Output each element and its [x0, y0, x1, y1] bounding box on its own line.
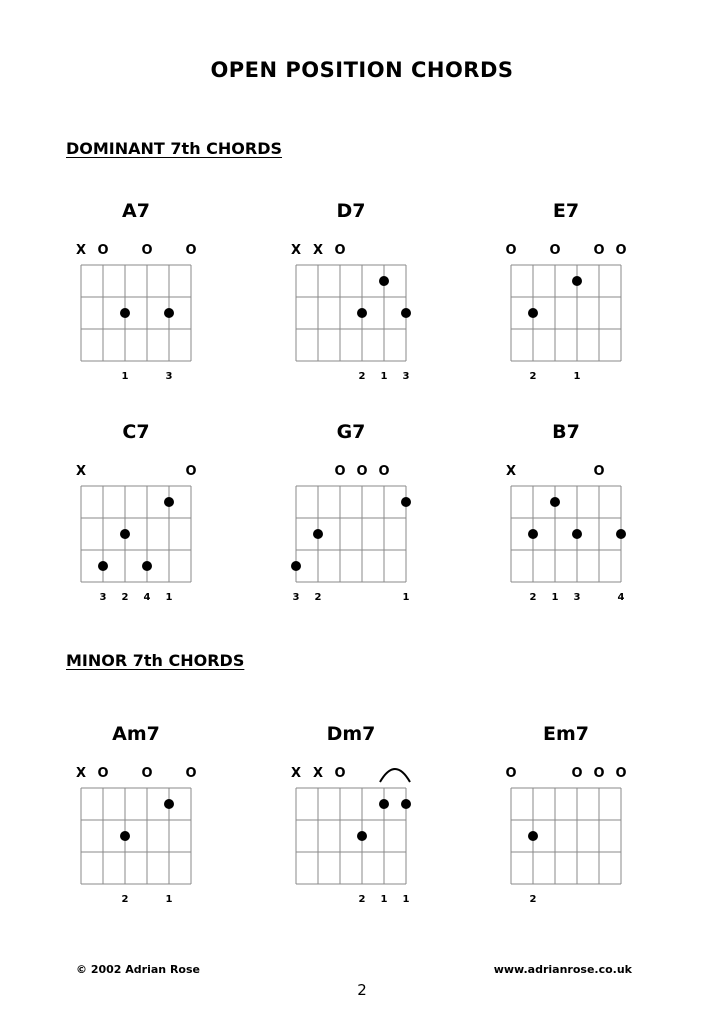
finger-number: 2: [358, 894, 366, 905]
finger-dot: [164, 497, 174, 507]
chord-name: D7: [336, 200, 366, 222]
finger-number: 2: [358, 371, 366, 382]
open-string-marker: O: [571, 766, 583, 781]
chord-svg: [60, 195, 220, 395]
chord-diagram-e7: [490, 195, 650, 395]
finger-number: 1: [402, 894, 410, 905]
fretboard-grid: [511, 265, 621, 361]
open-string-marker: O: [334, 766, 346, 781]
finger-dot: [379, 799, 389, 809]
finger-number: 4: [143, 592, 151, 603]
fretboard-grid: [296, 486, 406, 582]
finger-dot: [357, 308, 367, 318]
open-string-marker: O: [97, 243, 109, 258]
chord-name: C7: [122, 421, 150, 443]
finger-dot: [401, 497, 411, 507]
finger-dot: [550, 497, 560, 507]
open-string-marker: O: [593, 766, 605, 781]
open-string-marker: O: [549, 243, 561, 258]
chord-svg: [275, 195, 435, 395]
fretboard-grid: [511, 788, 621, 884]
open-string-marker: O: [334, 243, 346, 258]
open-string-marker: O: [593, 243, 605, 258]
finger-number: 3: [292, 592, 300, 603]
page-number: 2: [357, 981, 367, 999]
muted-string-marker: X: [505, 464, 517, 479]
finger-number: 2: [121, 894, 129, 905]
section-heading-minor-7th: MINOR 7th CHORDS: [66, 651, 245, 670]
fretboard-grid: [81, 265, 191, 361]
chord-diagram-em7: [490, 718, 650, 918]
finger-number: 2: [314, 592, 322, 603]
chord-svg: [275, 718, 435, 918]
finger-number: 3: [165, 371, 173, 382]
finger-dot: [528, 831, 538, 841]
copyright-notice: © 2002 Adrian Rose: [76, 963, 200, 976]
chord-diagram-dm7: [275, 718, 435, 918]
chord-diagram-am7: [60, 718, 220, 918]
open-string-marker: O: [185, 766, 197, 781]
finger-dot: [164, 799, 174, 809]
chord-diagram-c7: [60, 416, 220, 616]
finger-dot: [572, 276, 582, 286]
chord-name: G7: [336, 421, 366, 443]
finger-dot: [528, 529, 538, 539]
muted-string-marker: X: [290, 243, 302, 258]
muted-string-marker: X: [312, 243, 324, 258]
chord-name: Dm7: [326, 723, 376, 745]
finger-number: 1: [380, 894, 388, 905]
finger-number: 3: [573, 592, 581, 603]
finger-dot: [142, 561, 152, 571]
finger-dot: [291, 561, 301, 571]
chord-svg: [490, 195, 650, 395]
muted-string-marker: X: [75, 766, 87, 781]
open-string-marker: O: [185, 243, 197, 258]
muted-string-marker: X: [75, 464, 87, 479]
page-title: OPEN POSITION CHORDS: [210, 58, 514, 82]
finger-dot: [528, 308, 538, 318]
finger-dot: [313, 529, 323, 539]
muted-string-marker: X: [312, 766, 324, 781]
open-string-marker: O: [505, 243, 517, 258]
finger-dot: [572, 529, 582, 539]
open-string-marker: O: [97, 766, 109, 781]
chord-diagram-d7: [275, 195, 435, 395]
finger-dot: [357, 831, 367, 841]
finger-number: 2: [529, 592, 537, 603]
fretboard-grid: [296, 265, 406, 361]
open-string-marker: O: [593, 464, 605, 479]
chord-name: Am7: [112, 723, 160, 745]
chord-svg: [490, 416, 650, 616]
finger-number: 1: [165, 592, 173, 603]
fretboard-grid: [81, 788, 191, 884]
finger-number: 1: [121, 371, 129, 382]
chord-svg: [490, 718, 650, 918]
chord-name: Em7: [543, 723, 589, 745]
finger-number: 1: [380, 371, 388, 382]
chord-diagram-b7: [490, 416, 650, 616]
open-string-marker: O: [615, 766, 627, 781]
open-string-marker: O: [615, 243, 627, 258]
finger-dot: [120, 831, 130, 841]
finger-number: 1: [402, 592, 410, 603]
fretboard-grid: [511, 486, 621, 582]
chord-svg: [275, 416, 435, 616]
chord-name: B7: [552, 421, 580, 443]
chord-svg: [60, 718, 220, 918]
finger-number: 3: [99, 592, 107, 603]
finger-dot: [98, 561, 108, 571]
finger-number: 1: [573, 371, 581, 382]
open-string-marker: O: [334, 464, 346, 479]
finger-dot: [401, 308, 411, 318]
open-string-marker: O: [141, 243, 153, 258]
open-string-marker: O: [141, 766, 153, 781]
finger-dot: [379, 276, 389, 286]
finger-number: 1: [551, 592, 559, 603]
open-string-marker: O: [378, 464, 390, 479]
open-string-marker: O: [356, 464, 368, 479]
open-string-marker: O: [185, 464, 197, 479]
finger-dot: [616, 529, 626, 539]
fretboard-grid: [81, 486, 191, 582]
finger-number: 1: [165, 894, 173, 905]
finger-number: 4: [617, 592, 625, 603]
fretboard-grid: [296, 788, 406, 884]
open-string-marker: O: [505, 766, 517, 781]
finger-number: 2: [529, 894, 537, 905]
finger-number: 2: [121, 592, 129, 603]
muted-string-marker: X: [290, 766, 302, 781]
finger-dot: [120, 308, 130, 318]
finger-number: 2: [529, 371, 537, 382]
chord-svg: [60, 416, 220, 616]
section-heading-dominant-7th: DOMINANT 7th CHORDS: [66, 139, 283, 158]
muted-string-marker: X: [75, 243, 87, 258]
chord-name: E7: [552, 200, 580, 222]
website-link[interactable]: www.adrianrose.co.uk: [493, 963, 632, 976]
finger-dot: [120, 529, 130, 539]
barre-arc: [380, 769, 410, 782]
finger-dot: [164, 308, 174, 318]
finger-number: 3: [402, 371, 410, 382]
finger-dot: [401, 799, 411, 809]
chord-name: A7: [122, 200, 150, 222]
chord-diagram-g7: [275, 416, 435, 616]
chord-diagram-a7: [60, 195, 220, 395]
